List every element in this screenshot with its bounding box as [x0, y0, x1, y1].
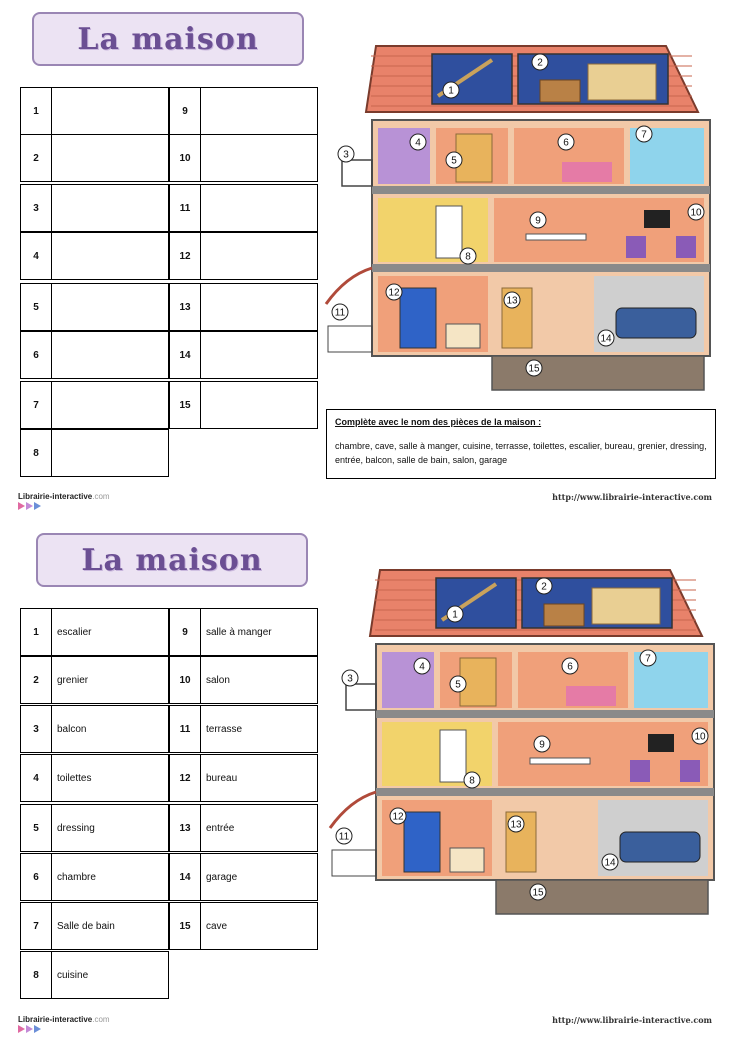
answer-text: terrasse — [200, 705, 318, 753]
room-number-label: 6 — [563, 137, 569, 149]
page-title: La maison — [77, 21, 259, 57]
room-number-label: 8 — [465, 251, 471, 263]
room-number-label: 11 — [338, 831, 350, 843]
answer-text: cuisine — [51, 951, 169, 999]
answer-text: toilettes — [51, 754, 169, 802]
row-number: 10 — [169, 656, 201, 704]
row-number: 8 — [20, 951, 52, 999]
attic-stairs-room — [436, 578, 516, 628]
car — [620, 832, 700, 862]
armchair — [680, 760, 700, 782]
answer-field[interactable] — [200, 87, 318, 135]
terrasse — [328, 326, 372, 352]
room-number-label: 1 — [448, 85, 454, 97]
row-number: 5 — [20, 283, 52, 331]
row-number: 14 — [169, 853, 201, 901]
logo-text: Librairie-interactive — [18, 492, 93, 501]
armchair — [630, 760, 650, 782]
row-number: 11 — [169, 705, 201, 753]
answer-text: balcon — [51, 705, 169, 753]
room-number-label: 12 — [388, 287, 400, 299]
room-salle-a-manger — [498, 722, 708, 786]
room-number-label: 2 — [537, 57, 543, 69]
row-number: 10 — [169, 134, 201, 182]
row-number: 15 — [169, 381, 201, 429]
room-number-label: 13 — [506, 295, 518, 307]
row-number: 12 — [169, 232, 201, 280]
room-number-label: 15 — [528, 363, 540, 375]
row-number: 15 — [169, 902, 201, 950]
row-number: 3 — [20, 705, 52, 753]
tv — [644, 210, 670, 228]
room-number-label: 2 — [541, 581, 547, 593]
house-illustration — [330, 560, 722, 899]
answer-field[interactable] — [51, 134, 169, 182]
terrasse-awning — [326, 268, 372, 304]
row-number: 2 — [20, 656, 52, 704]
room-number-label: 4 — [415, 137, 421, 149]
answer-text: salon — [200, 656, 318, 704]
room-number-label: 3 — [343, 149, 349, 161]
logo-suffix: .com — [92, 1015, 110, 1024]
fridge — [436, 206, 462, 258]
answer-field[interactable] — [51, 232, 169, 280]
room-number-label: 7 — [641, 129, 647, 141]
footer-url[interactable]: http://www.librairie-interactive.com — [552, 1015, 712, 1025]
instructions-title: Complète avec le nom des pièces de la maison : — [335, 417, 542, 427]
brand-logo — [18, 1015, 110, 1033]
room-number-label: 14 — [600, 333, 612, 345]
worksheet-blank — [0, 0, 736, 520]
room-number-label: 6 — [567, 661, 573, 673]
room-cave — [496, 880, 708, 914]
room-number-label: 11 — [334, 307, 346, 319]
row-number: 3 — [20, 184, 52, 232]
desk — [450, 848, 484, 872]
answer-text: bureau — [200, 754, 318, 802]
dining-table — [526, 234, 586, 240]
attic-stairs-room — [432, 54, 512, 104]
row-number: 6 — [20, 331, 52, 379]
row-number: 11 — [169, 184, 201, 232]
logo-arrows-icon — [18, 1025, 110, 1033]
logo-suffix: .com — [92, 492, 110, 501]
answer-field[interactable] — [200, 331, 318, 379]
armchair — [676, 236, 696, 258]
room-number-label: 3 — [347, 673, 353, 685]
chest-of-drawers — [588, 64, 656, 100]
armchair — [626, 236, 646, 258]
room-number-label: 15 — [532, 887, 544, 899]
car — [616, 308, 696, 338]
answer-field[interactable] — [200, 381, 318, 429]
room-salle-a-manger — [494, 198, 704, 262]
row-number: 7 — [20, 902, 52, 950]
row-number: 1 — [20, 87, 52, 135]
answer-field[interactable] — [51, 184, 169, 232]
bed — [562, 162, 612, 182]
answer-field[interactable] — [51, 429, 169, 477]
row-number: 12 — [169, 754, 201, 802]
balcon — [342, 160, 372, 186]
worksheet-answers — [0, 520, 736, 1040]
logo-arrows-icon — [18, 502, 110, 510]
row-number: 4 — [20, 754, 52, 802]
page-title: La maison — [81, 542, 263, 578]
row-number: 13 — [169, 283, 201, 331]
answer-text: chambre — [51, 853, 169, 901]
row-number: 9 — [169, 87, 201, 135]
answer-text: grenier — [51, 656, 169, 704]
room-number-label: 5 — [451, 155, 457, 167]
row-number: 5 — [20, 804, 52, 852]
office-window — [400, 288, 436, 348]
answer-field[interactable] — [200, 134, 318, 182]
row-number: 4 — [20, 232, 52, 280]
row-number: 8 — [20, 429, 52, 477]
title-banner — [32, 12, 304, 66]
balcon — [346, 684, 376, 710]
room-number-label: 4 — [419, 661, 425, 673]
answer-text: salle à manger — [200, 608, 318, 656]
room-number-label: 9 — [539, 739, 545, 751]
answer-field[interactable] — [51, 331, 169, 379]
floor-slab — [376, 710, 714, 718]
answer-text: garage — [200, 853, 318, 901]
room-number-label: 14 — [604, 857, 616, 869]
trunk — [540, 80, 580, 102]
instructions-box — [326, 409, 716, 479]
word-bank: chambre, cave, salle à manger, cuisine, terrasse, toilettes, escalier, bureau, grenier, dressing, entrée, balcon, salle de bain, salon, garage — [335, 441, 707, 465]
row-number: 9 — [169, 608, 201, 656]
room-number-label: 9 — [535, 215, 541, 227]
row-number: 6 — [20, 853, 52, 901]
room-number-label: 10 — [690, 207, 702, 219]
office-window — [404, 812, 440, 872]
floor-slab — [376, 788, 714, 796]
floor-slab — [372, 186, 710, 194]
room-number-label: 1 — [452, 609, 458, 621]
chest-of-drawers — [592, 588, 660, 624]
room-cave — [492, 356, 704, 390]
terrasse — [332, 850, 376, 876]
answer-text: dressing — [51, 804, 169, 852]
answer-field[interactable] — [200, 283, 318, 331]
answer-text: entrée — [200, 804, 318, 852]
row-number: 7 — [20, 381, 52, 429]
bed — [566, 686, 616, 706]
brand-logo — [18, 492, 110, 510]
room-number-label: 5 — [455, 679, 461, 691]
row-number: 13 — [169, 804, 201, 852]
row-number: 14 — [169, 331, 201, 379]
dining-table — [530, 758, 590, 764]
room-number-label: 10 — [694, 731, 706, 743]
room-number-label: 13 — [510, 819, 522, 831]
footer-url[interactable]: http://www.librairie-interactive.com — [552, 492, 712, 502]
house-illustration — [326, 36, 718, 375]
desk — [446, 324, 480, 348]
row-number: 1 — [20, 608, 52, 656]
terrasse-awning — [330, 792, 376, 828]
answer-text: escalier — [51, 608, 169, 656]
answer-field[interactable] — [51, 87, 169, 135]
room-number-label: 12 — [392, 811, 404, 823]
answer-field[interactable] — [51, 381, 169, 429]
tv — [648, 734, 674, 752]
logo-text: Librairie-interactive — [18, 1015, 93, 1024]
answer-field[interactable] — [200, 232, 318, 280]
trunk — [544, 604, 584, 626]
answer-text: Salle de bain — [51, 902, 169, 950]
title-banner — [36, 533, 308, 587]
answer-text: cave — [200, 902, 318, 950]
answer-field[interactable] — [200, 184, 318, 232]
room-number-label: 8 — [469, 775, 475, 787]
row-number: 2 — [20, 134, 52, 182]
answer-field[interactable] — [51, 283, 169, 331]
floor-slab — [372, 264, 710, 272]
fridge — [440, 730, 466, 782]
room-number-label: 7 — [645, 653, 651, 665]
